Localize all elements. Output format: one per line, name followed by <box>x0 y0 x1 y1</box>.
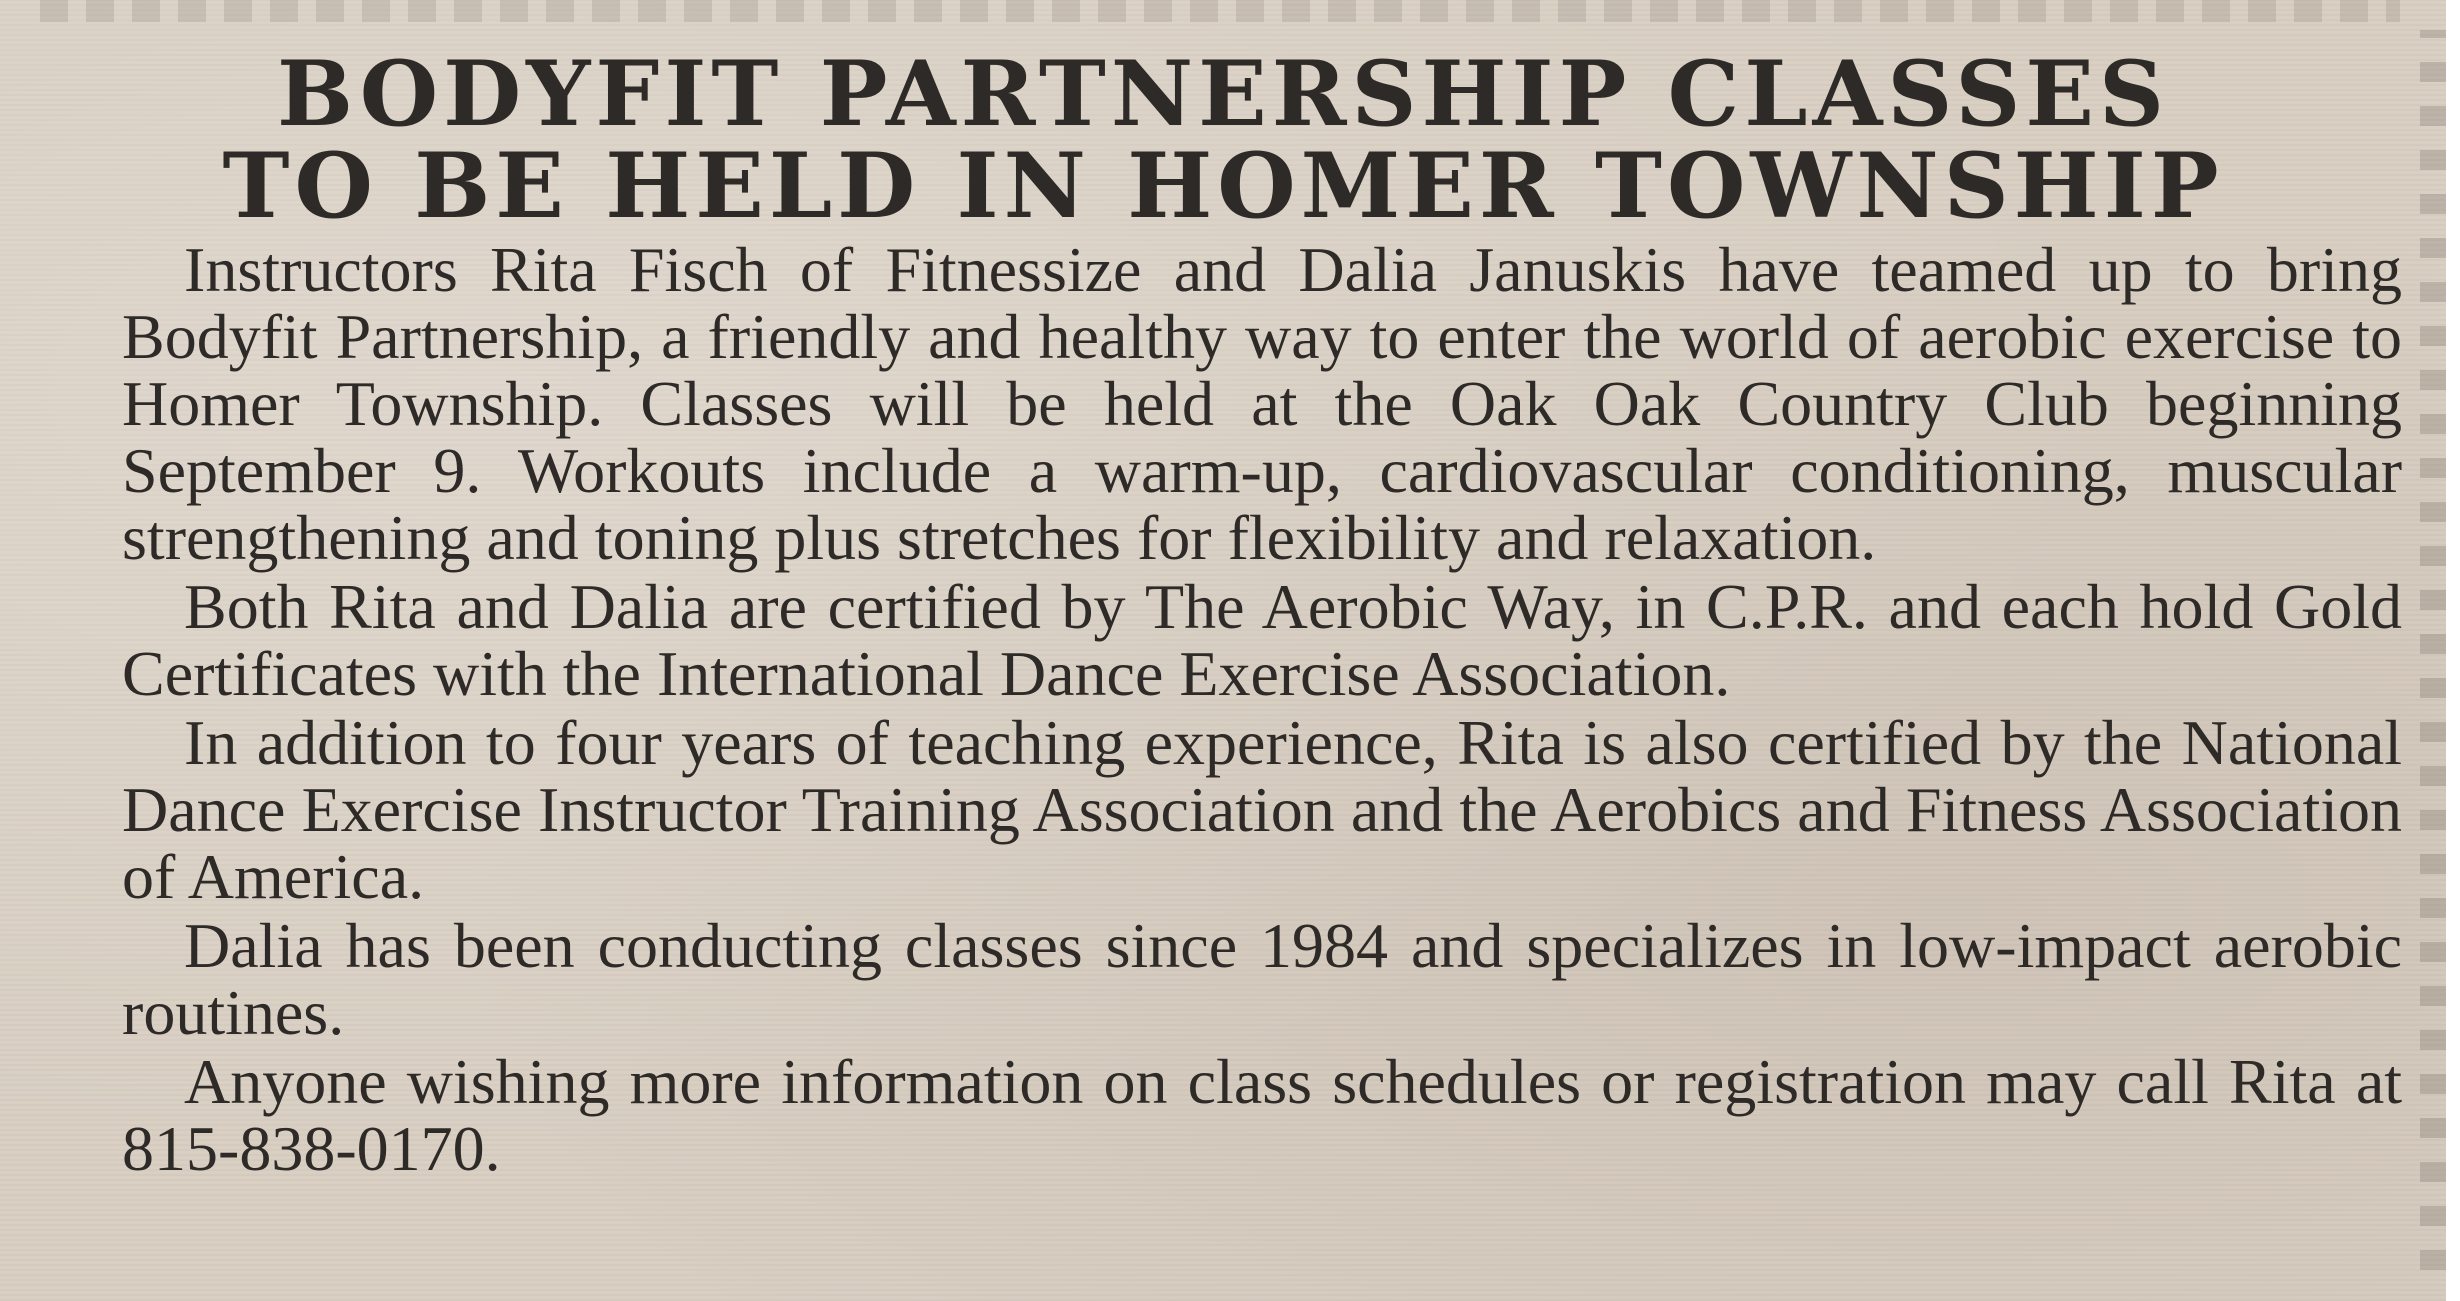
article-headline <box>0 41 2446 239</box>
bleed-through-text-top <box>40 0 2400 22</box>
article-paragraph-4: Dalia has been conducting classes since 1984 and specializes in low-impact aerobic routines. <box>122 910 2402 1048</box>
article-paragraph-1: Instructors Rita Fisch of Fitnessize and Dalia Januskis have teamed up to bring Bodyfit Partnership, a friendly and healthy way to enter the world of aerobic exercise to Homer Township. Classes will be held at the Oak Oak Country Club beginning September 9. Workouts include a warm-up, cardiovascular conditioning, muscular strengthening and toning plus stretches for flexibility and relaxation. <box>122 234 2402 573</box>
article-paragraph-2: Both Rita and Dalia are certified by The Aerobic Way, in C.P.R. and each hold Gold Certificates with the International Dance Exercise Association. <box>122 571 2402 709</box>
headline-line-1: BODYFIT PARTNERSHIP CLASSES <box>276 41 2170 147</box>
headline-line-2: TO BE HELD IN HOMER TOWNSHIP <box>222 133 2224 239</box>
article-paragraph-5: Anyone wishing more information on class schedules or registration may call Rita at 815-838-0170. <box>122 1046 2402 1184</box>
article-paragraph-3: In addition to four years of teaching experience, Rita is also certified by the National Dance Exercise Instructor Training Association and the Aerobics and Fitness Association of America. <box>122 707 2402 912</box>
article-body <box>122 236 2402 1184</box>
